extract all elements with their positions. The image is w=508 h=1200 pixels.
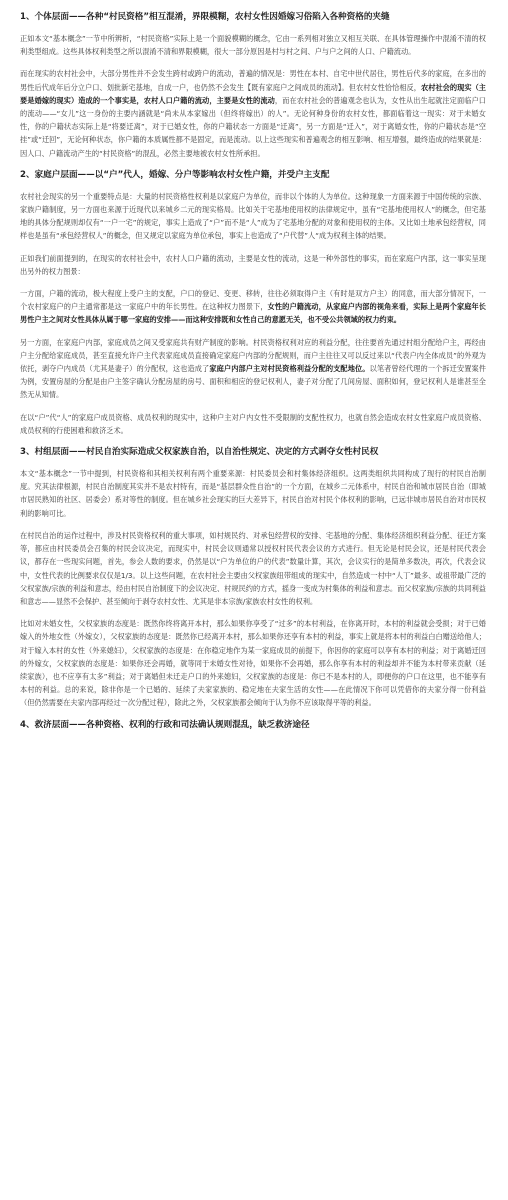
section-heading: 2、家庭户层面——以“户”代人，婚嫁、分户等影响农村女性户籍，并受户主支配 <box>20 169 330 180</box>
bold-text: 女性的户籍流动，从家庭户内部的视角来看，实际上是两个家庭年长男性户主之间对女性具体从属于哪一家庭的安排——而这种安排既和女性自己的意愿无关，也不受公共领域的权力约束。 <box>20 302 486 325</box>
paragraph <box>20 336 486 402</box>
text-run: 本文“基本概念”一节中提到，村民资格和其相关权利有两个重要来源：村民委员会和村集体经济组织。这两类组织共同构成了现行的村民自治制度。究其法律根源，村民自治制度其实并不是农村特有，而是“基层群众性自治”的一个方面，在城乡二元体系中，村民自治和城市居民自治（即城市居民熟知的社区、居委会）系对等性的制度。但在城乡社会现实的巨大差异下，村民自治对村民个体权利的影响，已远非城市居民自治对市民权利的影响可比。 <box>20 469 486 518</box>
paragraph <box>20 467 486 520</box>
text-run: 在以“户”代“人”的家庭户成员资格、成员权利的现实中，这种户主对户内女性不受限制的支配性权力，也就自然会造成农村女性家庭户成员资格、成员权利的行使困难和救济乏术。 <box>20 412 486 435</box>
text-run: 正如我们前面提到的，在现实的农村社会中，农村人口户籍的流动，主要是女性的流动，这是一种外部性的事实，而在家庭户内部，这一事实呈现出另外的权力图景： <box>20 253 486 276</box>
text-run: 比如对未婚女性，父权家族的态度是：既然你终将离开本村，那么如果你享受了“过多”的本村利益，在你离开时，本村的利益就会受损；对于已婚嫁入的外地女性（外嫁女），父权家族的态度是：既然你已经离开本村，那么如果你还享有本村的利益，事实上就是将本村的利益白白赠送给他人；对于嫁入本村的女性（外来媳妇），父权家族的态度是：在你稳定地作为某一家庭成员的前提下，你因你的家庭可以享有本村的利益；对于离婚迁回的外嫁女，父权家族的态度是：如果你还会再婚，就等同于未婚女性对待，如果你不会再婚，那么你享有本村的利益却并不能为本村带来贡献（延续家族），也不应享有太多”利益；对于离婚但未迁走户口的外来媳妇，父权家族的态度是：你已不是本村的人，即便你的户口在这里，也不能享有本村的利益。总的来说，除非你是一个已婚的、延续了夫家家族的、稳定地在夫家生活的女性——在此情况下你可以凭借你的夫家分得一份利益（但仍然需要在夫家内部再经过一次分配过程），除此之外，父权家族都会倾向于认为你不应该取得平等的利益。 <box>20 619 486 708</box>
text-run: 正如本文“基本概念”一节中所辨析，“村民资格”实际上是一个面貌模糊的概念，它由一系列相对独立又相互关联、在具体管理操作中混淆不清的权利类型组成。这些具体权利类型之所以混淆不清和界限模糊，很大一部分原因是村与村之间、户与户之间的人口、户籍流动。 <box>20 34 486 57</box>
text-run: 以笔者曾经代理的一个拆迁安置案件为例，安置房屋的分配是由户主签字确认分配房屋的房号、面积和相应的登记权利人，妻子对分配了几间房屋、面积如何，登记权利人是谁甚至全然无从知情。 <box>20 364 486 400</box>
paragraph <box>20 617 486 709</box>
paragraph <box>20 32 486 58</box>
paragraph <box>20 252 486 278</box>
paragraph <box>20 190 486 243</box>
paragraph <box>20 67 486 159</box>
paragraph <box>20 529 486 608</box>
text-run: ，而在农村社会的普遍观念也认为，女性从出生起就注定面临户口的流动——“女儿”这一身份的主要内涵就是“尚未从本家嫁出（但终将嫁出）的人”。无论何种身份的农村女性，都面临着这一现实：对于未婚女性，你的户籍状态实际上是“将要迁离”，对于已婚女性，你的户籍状态一方面是“迁离”，另一方面是“迁入”，对于离婚女性，你的户籍状态是“空挂”或“迁回”，无论何种状态，你户籍的本质属性都不是固定，而是流动。以上这些现实和普遍观念的相互影响、相互增强，最终造成的结果就是：因人口、户籍流动产生的“村民资格”的混乱，必然主要地被农村女性所承担。 <box>20 95 486 158</box>
article-section <box>20 11 486 160</box>
section-heading: 4、救济层面——各种资格、权利的行政和司法确认规则混乱，缺乏救济途径 <box>20 719 310 730</box>
text-run: 而在现实的农村社会中，大部分男性并不会发生跨村或跨户的流动，普遍的情况是：男性在本村、自宅中世代居住，男性后代多的家庭，在多出的男性后代成年后分立户口、划批新宅基地，自成一户，也仍然不会发生【既有家庭户之间成员的流动】。但农村女性恰恰相反， <box>20 69 486 92</box>
article-section <box>20 446 486 709</box>
section-heading: 3、村组层面——村民自治实际造成父权家族自治，以自治性规定、决定的方式剥夺女性村民权 <box>20 447 379 458</box>
article-section <box>20 169 486 437</box>
paragraph <box>20 287 486 327</box>
paragraph <box>20 411 486 437</box>
text-run: 一方面，户籍的流动，极大程度上受户主的支配，户口的登记、变更、移转，往往必须取得户主（有时是双方户主）的同意，而大部分情况下，一个农村家庭户的户主通常都是这一家庭户中的年长男性。在这种权力图景下， <box>20 289 486 312</box>
text-run: 另一方面，在家庭户内部，家庭成员之间又受家庭共有财产制度的影响。村民资格权利对应的利益分配，往往要首先通过村组分配给户主，再经由户主分配给家庭成员，甚至直接允许户主代表家庭成员直接确定家庭户内部的分配规则，而户主往往又可以反过来以“代表户内全体成员”的外观为依托，剥夺户内成员（尤其是妻子）的分配权，这也造成了 <box>20 337 486 374</box>
bold-text: 农村社会的现实（主要是婚嫁的现实）造成的一个事实是，农村人口户籍的流动，主要是女性的流动 <box>20 82 486 105</box>
article-section <box>20 719 486 731</box>
section-heading: 1、个体层面——各种“村民资格”相互混淆，界限模糊，农村女性因婚嫁习俗陷入各种资格的夹缝 <box>20 12 390 22</box>
text-run: 农村社会现实的另一个重要特点是：大量的村民资格性权利是以家庭户为单位，而非以个体的人为单位。这种现象一方面来源于中国传统的宗族、家族户籍制度，另一方面也来源于近现代以来城乡二元的现实格局。比如关于宅基地使用权的法律规定中，虽有“宅基地使用权人”的概念，但宅基地的具体分配规则却仅有“一户一宅”的规定，事实上造成了“户”而不是“人”成为了宅基地分配的对象和使用权的主体。又比如土地承包经营权，同样也是虽有“承包经营权人”的概念，但又规定以家庭为单位承包，事实上也造成了“户代替”人“成为权利主体的结果。 <box>20 191 486 241</box>
text-run: 在村民自治的运作过程中，涉及村民资格权利的重大事项，如村规民约、对承包经营权的安排、宅基地的分配、集体经济组织利益分配、征迁方案等，都应由村民委员会召集的村民会议决定，而现实中，村民会议则通常以授权村民代表会议的方式进行。但无论是村民会议，还是村民代表会议，都存在一些现实问题，首先，参会人数的要求，仍然是以“户为单位的户的代表”数量计算，其次，会议实行的是简单多数决，再次，代表会议中，女性代表的比例要求仅仅是1/3。以上这些问题，在农村社会主要由父权家族纽带组成的现实中，自然造成一村中“人丁”最多、或祖带最广泛的父权家族/宗族的利益和意志，经由村民自治制度下的会议决定、村规民约的方式，摇身一变成为村集体的利益和意志。而父权家族/宗族的共同利益和意志——显然不会保护、甚至倾向于剥夺农村女性、尤其是非本宗族/家族农村女性的权利。 <box>20 530 486 606</box>
bold-text: 家庭户内部户主对村民资格利益分配的支配地位。 <box>209 364 370 374</box>
